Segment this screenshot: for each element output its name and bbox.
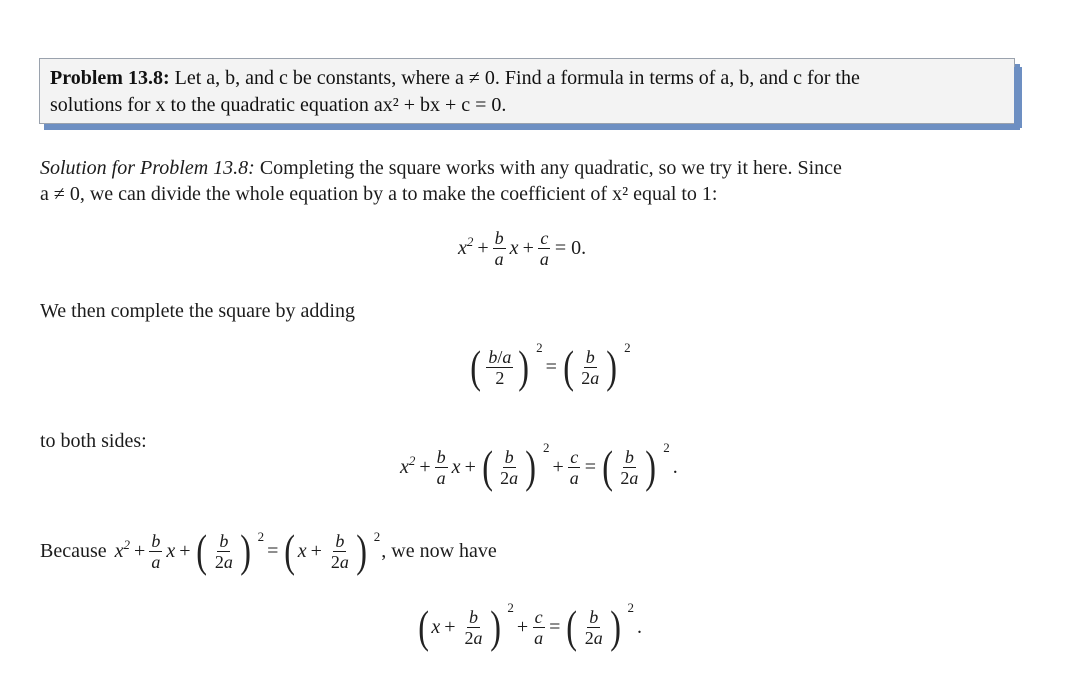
problem-text-line1: Let a, b, and c be constants, where a ≠ 0. Find a formula in terms of a, b, and c for the (174, 67, 860, 89)
problem-box-accent (1014, 67, 1022, 128)
solution-intro-text: Completing the square works with any quadratic, so we try it here. Since (259, 157, 842, 179)
because-prefix: Because (40, 540, 107, 562)
equation-perfect-square: $x^2$ + $\frac{b}{a}$ x + ( $\frac{b}{2a}$ ) 2 = ( x + $\frac{b}{2a}$ ) 2 (114, 525, 381, 576)
equation-normalized: $x^2$ + $\frac{b}{a}$ x + $\frac{c}{a}$ = 0. (458, 228, 587, 269)
solution-line-3: We then complete the square by adding (40, 300, 355, 322)
solution-line-4: to both sides: (40, 430, 147, 452)
equation-both-sides: $x^2$ + $\frac{b}{a}$ x + ( $\frac{b}{2a}$ ) 2 + $\frac{c}{a}$ = ( $\frac{b}{2a}$ ) 2 . (400, 440, 678, 492)
problem-box (39, 58, 1015, 124)
solution-line-5 (40, 525, 497, 576)
equation-square-term: ( $\frac{b/a}{2}$ ) 2 = ( $\frac{b}{2a}$ ) 2 (470, 340, 631, 392)
equation-completed-square: ( x + $\frac{b}{2a}$ ) 2 + $\frac{c}{a}$ = ( $\frac{b}{2a}$ ) 2 . (418, 600, 643, 652)
because-suffix: , we now have (381, 540, 497, 562)
problem-text-line2: solutions for x to the quadratic equation ax² + bx + c = 0. (50, 94, 507, 116)
problem-label: Problem 13.8: (50, 67, 170, 89)
solution-line-1 (40, 155, 842, 181)
problem-statement (50, 65, 1010, 119)
solution-heading: Solution for Problem 13.8: (40, 157, 255, 179)
solution-line-2: a ≠ 0, we can divide the whole equation by a to make the coefficient of x² equal to 1: (40, 183, 718, 205)
